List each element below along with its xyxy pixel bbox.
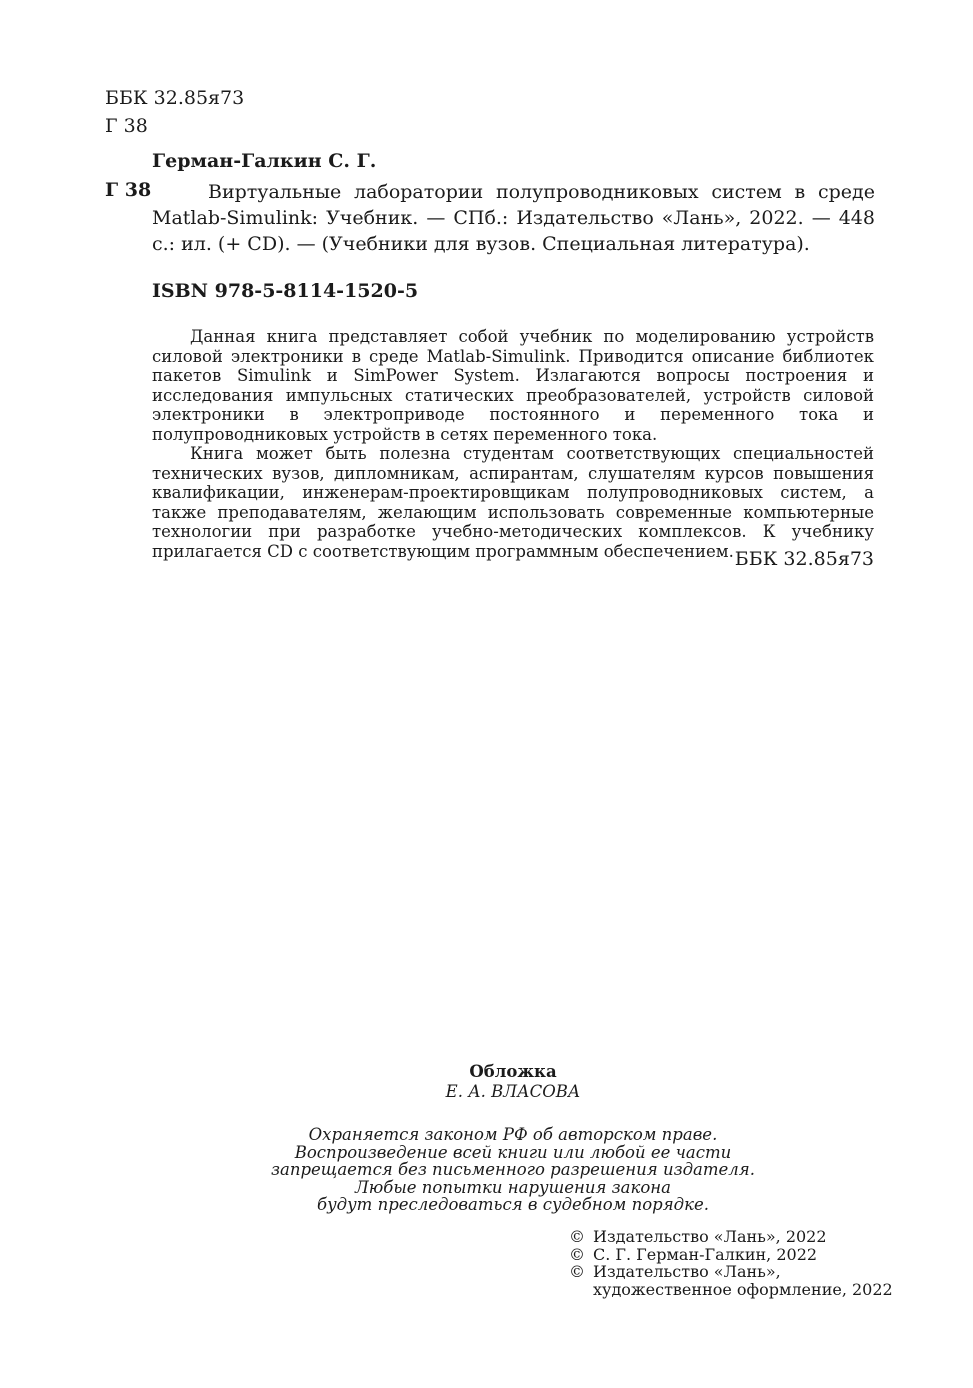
annotation-paragraph-1: Данная книга представляет собой учебник по моделированию устройств силовой электроники в среде Matlab-Simulink. Приводится описание библиотек пакетов Simulink и SimPower System. Излагаются вопросы построения и исследования импульсных статических преобразователей, устройств силовой электроники в электроприводе постоянного и переменного тока и полупроводниковых устройств в сетях переменного тока. [152, 327, 874, 444]
copyright-symbol: © [569, 1244, 585, 1264]
bbk-classification-block [105, 84, 244, 140]
copyright-text: художественное оформление, 2022 [593, 1279, 893, 1299]
legal-notice-line: Любые попытки нарушения закона [354, 1177, 672, 1197]
annotation-block [152, 327, 874, 561]
isbn-number: ISBN 978-5-8114-1520-5 [152, 280, 419, 302]
copyright-symbol: © [569, 1227, 585, 1246]
copyright-symbol: © [569, 1262, 585, 1281]
copyright-text: Издательство «Лань», [593, 1262, 781, 1281]
legal-notice-line: запрещается без письменного разрешения издателя. [271, 1160, 755, 1179]
copyright-block [569, 1228, 893, 1298]
copyright-text: С. Г. Герман-Галкин, 2022 [593, 1244, 818, 1264]
cover-credit-block [53, 1062, 973, 1102]
copyright-text: Издательство «Лань», 2022 [593, 1227, 827, 1246]
bbk-code: ББК 32.85я73 [105, 87, 245, 109]
cover-designer-name: Е. А. ВЛАСОВА [445, 1082, 581, 1101]
copyright-entry [569, 1263, 893, 1298]
legal-notice-line: Воспроизведение всей книги или любой ее части [294, 1142, 732, 1162]
copyright-entry [569, 1228, 893, 1246]
catalog-entry-code: Г 38 [105, 179, 152, 201]
author-sign-code: Г 38 [105, 115, 148, 137]
cover-credit-label: Обложка [469, 1062, 557, 1081]
annotation-paragraph-2: Книга может быть полезна студентам соответствующих специальностей технических вузов, дипломникам, аспирантам, слушателям курсов повышения квалификации, инженерам-проектировщикам полупроводниковых систем, а также преподавателям, желающим использовать современные компьютерные технологии при разработке учебно-методических комплексов. К учебнику прилагается CD с соответствующим программным обеспечением. [152, 444, 874, 561]
legal-notice-line: Охраняется законом РФ об авторском праве. [308, 1125, 718, 1144]
legal-notice [53, 1126, 973, 1214]
author-name: Герман-Галкин С. Г. [152, 150, 377, 172]
bbk-code-bottom: ББК 32.85я73 [734, 548, 874, 570]
catalog-entry-description: Виртуальные лаборатории полупроводниковых систем в среде Matlab-Simulink: Учебник. — СПб.: Издательство «Лань», 2022. — 448 с.: ил. (+ CD). — (Учебники для вузов. Специальная литература). [152, 181, 875, 255]
copyright-entry [569, 1246, 893, 1264]
legal-notice-line: будут преследоваться в судебном порядке. [317, 1195, 709, 1214]
